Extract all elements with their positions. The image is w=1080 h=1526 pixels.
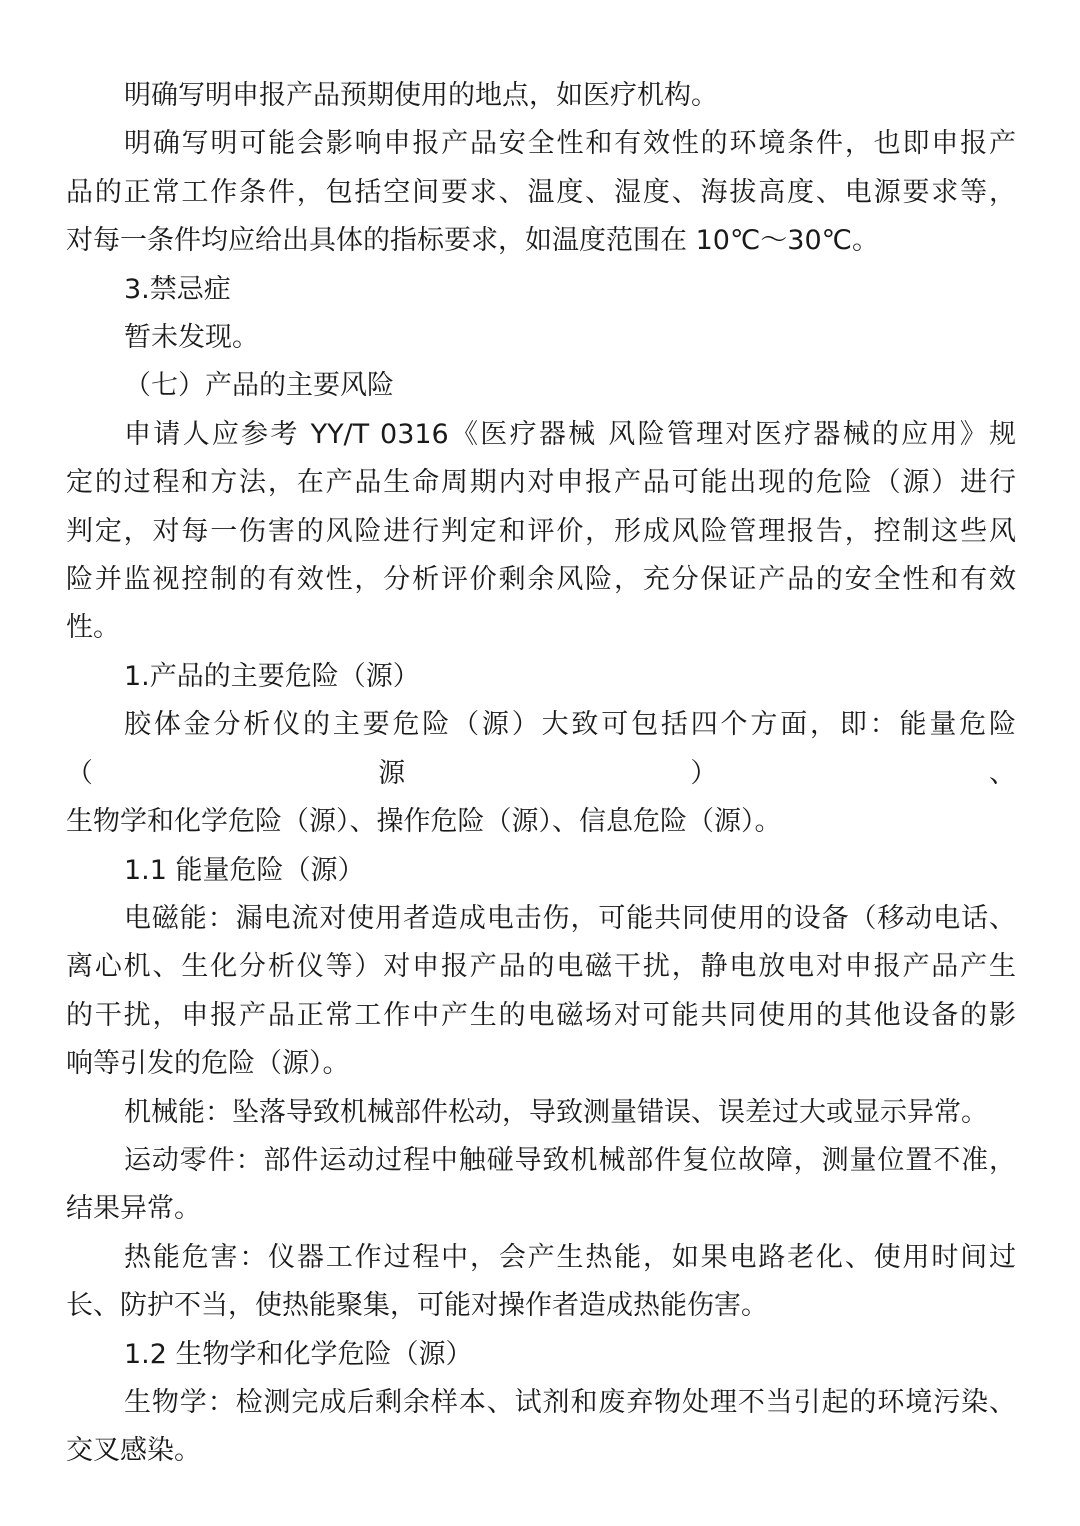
document-body xyxy=(66,72,1016,1476)
paragraph xyxy=(66,72,1016,120)
paragraph xyxy=(66,895,1016,1089)
text-line: 申请人应参考 YY/T 0316《医疗器械 风险管理对医疗器械的应用》规 xyxy=(124,418,1016,450)
text-line: 明确写明申报产品预期使用的地点，如医疗机构。 xyxy=(124,80,718,111)
paragraph xyxy=(66,1137,1016,1234)
text-line: 生物学和化学危险（源）、操作危险（源）、信息危险（源）。 xyxy=(66,806,782,838)
text-line: 长、防护不当，使热能聚集，可能对操作者造成热能伤害。 xyxy=(66,1290,768,1322)
paragraph xyxy=(66,411,1016,653)
paragraph xyxy=(66,1379,1016,1476)
paragraph xyxy=(66,362,1016,410)
text-line: 生物学：检测完成后剩余样本、试剂和废弃物处理不当引起的环境污染、 xyxy=(124,1386,1016,1418)
text-line: 电磁能：漏电流对使用者造成电击伤，可能共同使用的设备（移动电话、 xyxy=(124,902,1016,934)
text-line: 3.禁忌症 xyxy=(124,273,231,305)
text-line: 品的正常工作条件，包括空间要求、温度、湿度、海拔高度、电源要求等， xyxy=(66,176,1016,208)
paragraph xyxy=(66,1234,1016,1331)
text-line: 1.2 生物学和化学危险（源） xyxy=(124,1338,473,1370)
paragraph xyxy=(66,847,1016,895)
text-line: （七）产品的主要风险 xyxy=(124,370,394,402)
text-line: 险并监视控制的有效性，分析评价剩余风险，充分保证产品的安全性和有效 xyxy=(66,564,1016,596)
paragraph xyxy=(66,120,1016,265)
paragraph xyxy=(66,314,1016,362)
text-line: 的干扰，申报产品正常工作中产生的电磁场对可能共同使用的其他设备的影 xyxy=(66,999,1016,1031)
text-line: 对每一条件均应给出具体的指标要求，如温度范围在 10℃～30℃。 xyxy=(66,225,879,257)
text-line: 定的过程和方法，在产品生命周期内对申报产品可能出现的危险（源）进行 xyxy=(66,467,1016,499)
text-line: 性。 xyxy=(66,612,120,644)
text-line: 1.1 能量危险（源） xyxy=(124,854,365,886)
text-line: 响等引发的危险（源）。 xyxy=(66,1048,350,1080)
text-line: 运动零件：部件运动过程中触碰导致机械部件复位故障，测量位置不准， xyxy=(124,1144,1016,1176)
text-line: 1.产品的主要危险（源） xyxy=(124,660,420,692)
text-line: 暂未发现。 xyxy=(124,322,259,354)
text-line: 结果异常。 xyxy=(66,1193,201,1225)
text-line: 离心机、生化分析仪等）对申报产品的电磁干扰，静电放电对申报产品产生 xyxy=(66,951,1016,983)
paragraph xyxy=(66,1331,1016,1379)
paragraph xyxy=(66,653,1016,701)
text-line: 热能危害：仪器工作过程中，会产生热能，如果电路老化、使用时间过 xyxy=(124,1241,1016,1273)
text-line: 胶体金分析仪的主要危险（源）大致可包括四个方面，即：能量危险（源）、 xyxy=(66,709,1016,789)
text-line: 明确写明可能会影响申报产品安全性和有效性的环境条件，也即申报产 xyxy=(124,128,1016,160)
paragraph xyxy=(66,1089,1016,1137)
paragraph xyxy=(66,266,1016,314)
text-line: 判定，对每一伤害的风险进行判定和评价，形成风险管理报告，控制这些风 xyxy=(66,515,1016,547)
paragraph xyxy=(66,701,1016,846)
text-line: 交叉感染。 xyxy=(66,1435,201,1467)
text-line: 机械能：坠落导致机械部件松动，导致测量错误、误差过大或显示异常。 xyxy=(124,1096,988,1128)
